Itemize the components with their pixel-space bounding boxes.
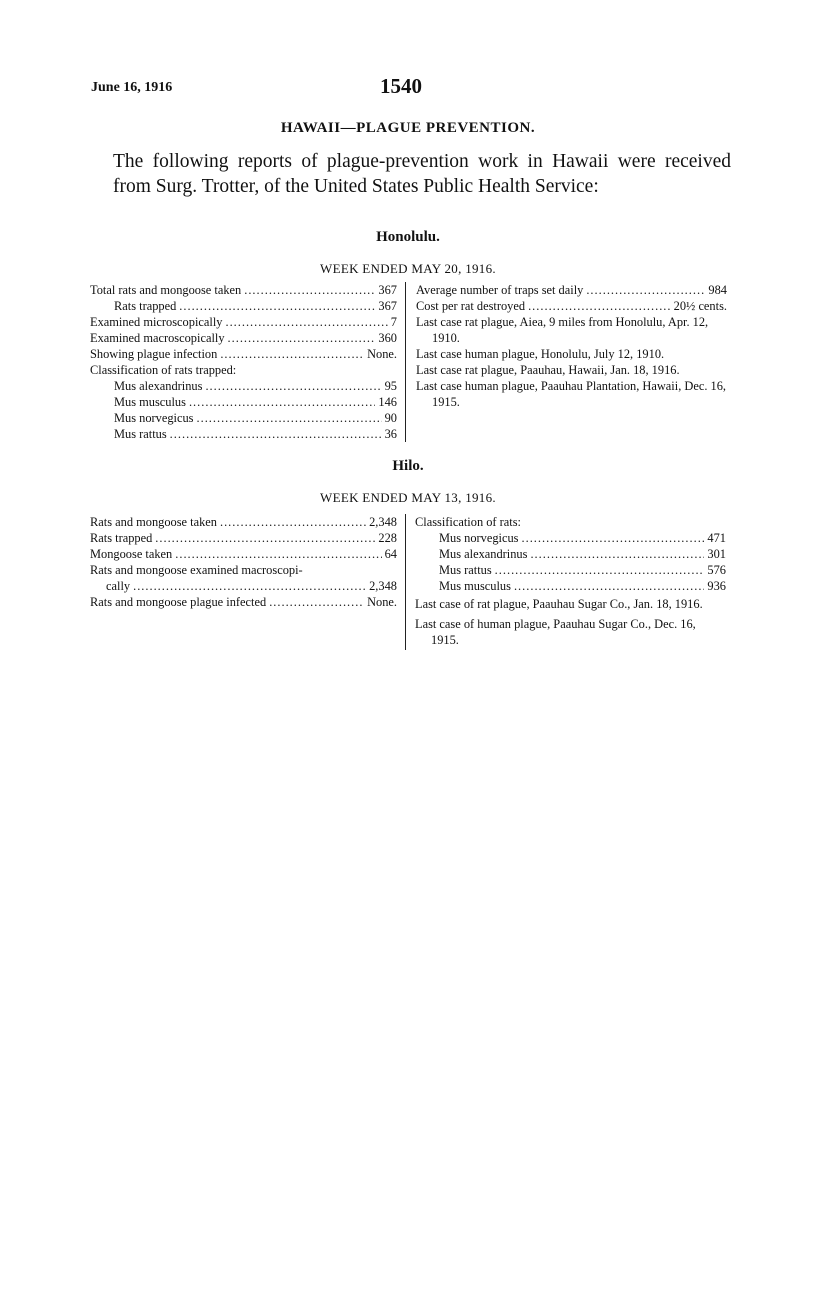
classification-label: Classification of rats trapped: [90,363,237,377]
stat-value: 2,348 [369,515,397,529]
stat-row [90,298,397,314]
honolulu-left-column [90,282,397,442]
species-name: Mus musculus [114,395,186,409]
species-row [90,426,397,442]
note: Last case rat plague, Aiea, 9 miles from Honolulu, Apr. 12, 1910. [416,315,709,345]
stat-value: 984 [708,283,727,297]
stat-row [90,594,397,610]
stat-row [416,282,727,298]
stat-label: Rats trapped [114,299,177,313]
stat-label: Total rats and mongoose taken [90,283,242,297]
stat-row [90,530,397,546]
stat-label: cally [106,579,131,593]
honolulu-heading: Honolulu. [376,229,440,245]
species-count: 576 [707,563,726,577]
stat-value: 2,348 [369,579,397,593]
stat-value: 367 [378,299,397,313]
hilo-left-column [90,514,397,610]
species-row [415,546,726,562]
stat-label: Rats trapped [90,531,153,545]
stat-label: Rats and mongoose examined macroscopi- [90,563,303,577]
note: Last case rat plague, Paauhau, Hawaii, Jan. 18, 1916. [416,363,680,377]
stat-value: 367 [378,283,397,297]
note: Last case of human plague, Paauhau Sugar Co., Dec. 16, 1915. [415,617,696,647]
species-row [90,410,397,426]
note: Last case human plague, Paauhau Plantation, Hawaii, Dec. 16, 1915. [416,379,727,409]
stat-value: 64 [384,547,397,561]
note: Last case of rat plague, Paauhau Sugar Co., Jan. 18, 1916. [415,597,703,611]
species-name: Mus norvegicus [439,531,519,545]
species-name: Mus rattus [439,563,492,577]
species-row [415,578,726,594]
stat-value: 7 [390,315,397,329]
species-count: 36 [384,427,397,441]
honolulu-week: WEEK ENDED MAY 20, 1916. [320,261,496,276]
stat-row [90,346,397,362]
stat-value: 360 [378,331,397,345]
species-row [415,562,726,578]
honolulu-right-column [416,282,727,410]
stat-label: Examined microscopically [90,315,223,329]
stat-value: 20½ cents. [673,299,727,313]
species-row [415,530,726,546]
stat-label: Examined macroscopically [90,331,225,345]
stat-row [90,282,397,298]
species-name: Mus norvegicus [114,411,194,425]
stat-row [90,562,397,578]
stat-row [90,514,397,530]
hilo-heading: Hilo. [392,458,424,474]
stat-label: Mongoose taken [90,547,173,561]
stat-value: 228 [378,531,397,545]
hilo-week: WEEK ENDED MAY 13, 1916. [320,490,496,505]
species-count: 471 [707,531,726,545]
intro-paragraph: The following reports of plague-prevention work in Hawaii were received from Surg. Trotter, of the United States Public Health Service: [113,151,731,197]
stat-value: None. [367,347,397,361]
species-count: 146 [378,395,397,409]
species-row [90,394,397,410]
species-row [90,378,397,394]
stat-row [416,298,727,314]
column-divider [405,282,406,442]
classification-label: Classification of rats: [415,515,521,529]
stat-row [90,546,397,562]
header-date: June 16, 1916 [91,80,173,95]
stat-label: Rats and mongoose taken [90,515,217,529]
page-title: HAWAII—PLAGUE PREVENTION. [280,120,536,136]
species-name: Mus musculus [439,579,511,593]
column-divider [405,514,406,650]
species-count: 301 [707,547,726,561]
species-count: 95 [384,379,397,393]
hilo-right-column [415,514,726,648]
species-count: 90 [384,411,397,425]
stat-row [90,578,397,594]
note: Last case human plague, Honolulu, July 12, 1910. [416,347,665,361]
species-name: Mus alexandrinus [114,379,203,393]
stat-label: Showing plague infection [90,347,218,361]
page-number: 1540 [380,74,422,98]
stat-label: Rats and mongoose plague infected [90,595,267,609]
stat-label: Cost per rat destroyed [416,299,526,313]
species-name: Mus rattus [114,427,167,441]
stat-row [90,330,397,346]
species-name: Mus alexandrinus [439,547,528,561]
stat-value: None. [367,595,397,609]
stat-row [90,314,397,330]
stat-label: Average number of traps set daily [416,283,584,297]
species-count: 936 [707,579,726,593]
